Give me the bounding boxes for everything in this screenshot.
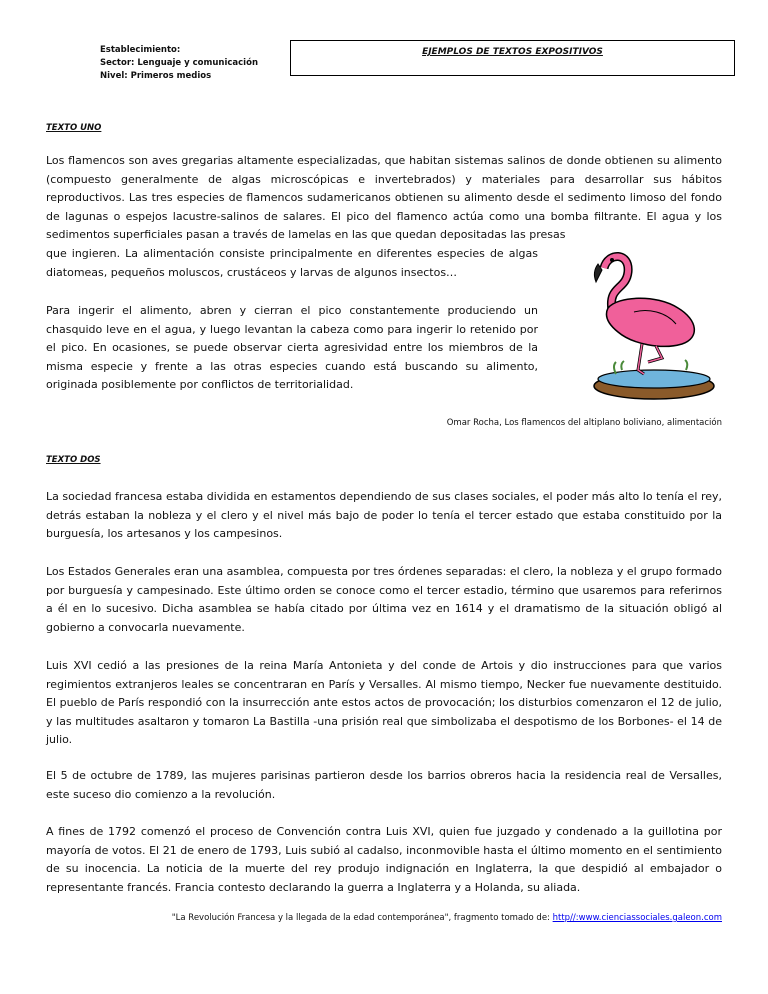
text-two-heading: TEXTO DOS <box>46 455 101 465</box>
document-title: EJEMPLOS DE TEXTOS EXPOSITIVOS <box>422 47 603 57</box>
text-two-paragraph-2: Los Estados Generales eran una asamblea, compuesta por tres órdenes separadas: el clero, la nobleza y el grupo formado por burguesía y campesinado. Este último orden se conoce como el tercer estadio, término que usaremos para referirnos a él en lo sucesivo. Dicha asamblea se había citado por última vez en 1614 y el dramatismo de la situación obligó al gobierno a convocarla nuevamente. <box>46 565 722 634</box>
text-one-paragraph-2: Para ingerir el alimento, abren y cierran el pico constantemente produciendo un chasquido leve en el agua, y luego levantan la cabeza como para ingerir lo retenido por el pico. En ocasiones, se puede observar cierta agresividad entre los miembros de la misma especie y frente a las otras especies cuando está buscando su alimento, originada posiblemente por conflictos de territorialidad. <box>46 304 538 392</box>
text-one-paragraph-1: Los flamencos son aves gregarias altamente especializadas, que habitan sistemas salinos de donde obtienen su alimento (compuesto generalmente de algas microscópicas e invertebrados) y materiales para desarrollar sus hábitos reproductivos. Las tres especies de flamencos sudamericanos obtienen su alimento desde el sedimento limoso del fondo de lagunas o espejos lacustre-salinos de salares. El pico del flamenco actúa como una bomba filtrante. El agua y los sedimentos superficiales pasan a través de lamelas en las que quedan depositadas las presas <box>46 154 722 242</box>
text-one-source: Omar Rocha, Los flamencos del altiplano boliviano, alimentación <box>446 418 722 428</box>
text-one-paragraph-1b: que ingieren. La alimentación consiste principalmente en diferentes especies de algas diatomeas, pequeños moluscos, crustáceos y larvas de algunos insectos… <box>46 247 538 279</box>
title-box <box>290 40 735 76</box>
text-two-paragraph-3: Luis XVI cedió a las presiones de la reina María Antonieta y del conde de Artois y dio instrucciones para que varios regimientos extranjeros leales se concentraran en París y Versalles. Al mismo tiempo, Necker fue nuevamente destituido. El pueblo de París respondió con la insurrección ante estos actos de provocación; los disturbios comenzaron el 12 de julio, y las multitudes asaltaron y tomaron La Bastilla -una prisión real que simbolizaba el despotismo de los Borbones- el 14 de julio. <box>46 659 722 747</box>
school-label: Establecimiento: <box>100 45 181 55</box>
flamingo-illustration <box>578 246 728 404</box>
text-one-heading: TEXTO UNO <box>46 123 102 133</box>
header-info <box>100 44 258 83</box>
text-two-source-text: "La Revolución Francesa y la llegada de la edad contemporánea", fragmento tomado de: <box>171 913 553 923</box>
text-two-paragraph-1: La sociedad francesa estaba dividida en estamentos dependiendo de sus clases sociales, el poder más alto lo tenía el rey, detrás estaban la nobleza y el clero y el nivel más bajo de poder lo tenía el tercer estado que estaba constituido por la burguesía, los artesanos y los campesinos. <box>46 490 722 541</box>
source-link[interactable]: http//:www.cienciassociales.galeon.com <box>552 913 722 923</box>
text-two-paragraph-5: A fines de 1792 comenzó el proceso de Convención contra Luis XVI, quien fue juzgado y condenado a la guillotina por mayoría de votos. El 21 de enero de 1793, Luis subió al cadalso, inconmovible hasta el último momento en el sentimiento de su inocencia. La noticia de la muerte del rey produjo indignación en Inglaterra, la que despidió al embajador o representante francés. Francia contesto declarando la guerra a Inglaterra y a Holanda, su aliada. <box>46 825 722 894</box>
text-two-source <box>40 913 722 923</box>
level-label: Nivel: Primeros medios <box>100 71 212 81</box>
sector-label: Sector: Lenguaje y comunicación <box>100 58 258 68</box>
text-two-paragraph-4: El 5 de octubre de 1789, las mujeres parisinas partieron desde los barrios obreros hacia la residencia real de Versalles, este suceso dio comienzo a la revolución. <box>46 769 722 801</box>
